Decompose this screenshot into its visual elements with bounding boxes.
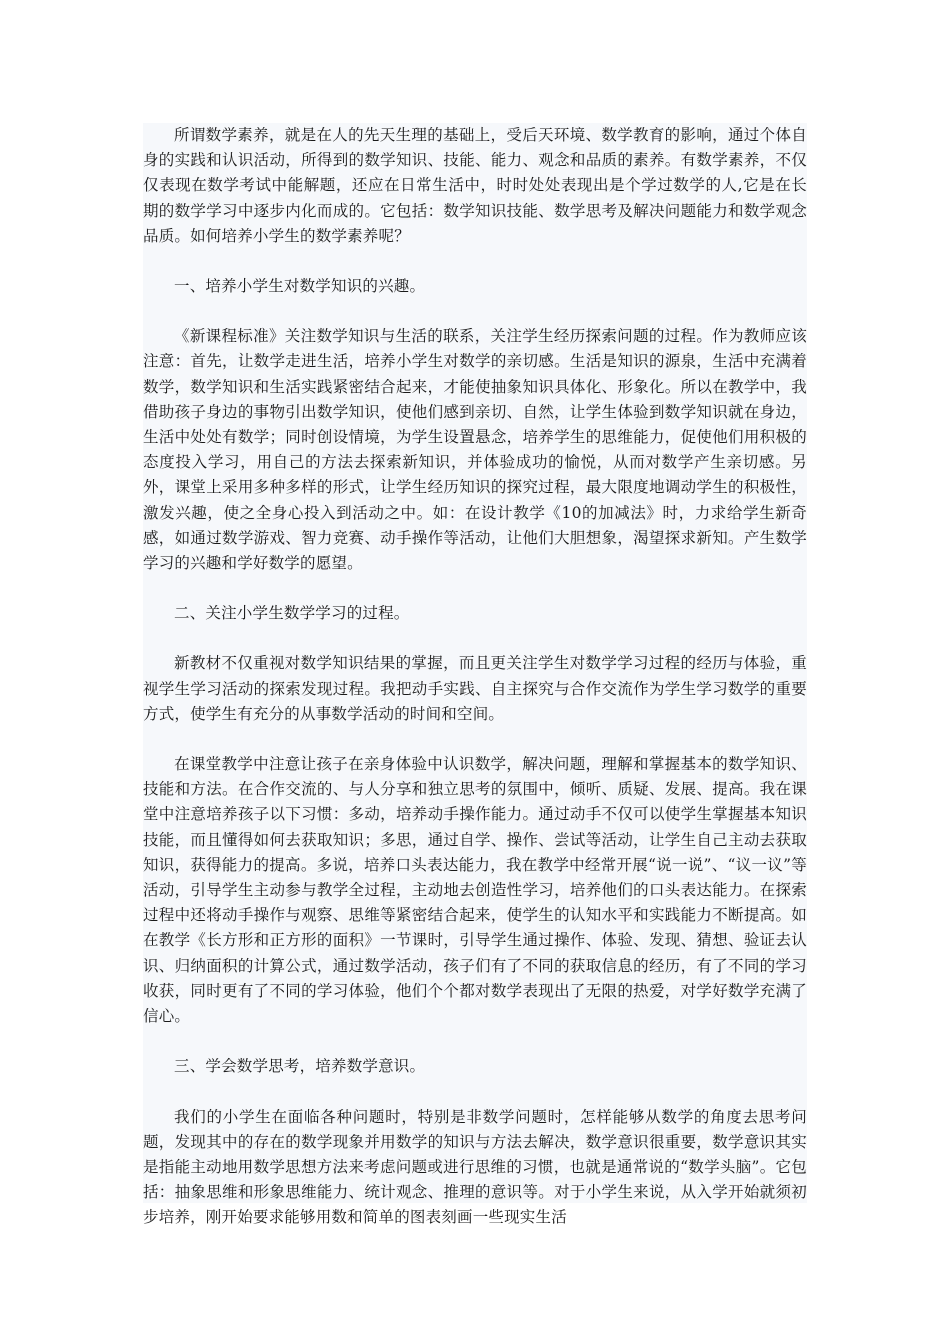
section-heading-2: 二、关注小学生数学学习的过程。 (174, 604, 410, 623)
section-heading-1: 一、培养小学生对数学知识的兴趣。 (174, 277, 426, 296)
section-2-paragraph-1: 新教材不仅重视对数学知识结果的掌握，而且更关注学生对数学学习过程的经历与体验，重视学生学习活动的探索发现过程。我把动手实践、自主探究与合作交流作为学生学习数学的重要方式，使学生有充分的从事数学活动的时间和空间。 (143, 654, 807, 723)
section-1-paragraph: 《新课程标准》关注数学知识与生活的联系，关注学生经历探索问题的过程。作为教师应该注意：首先，让数学走进生活，培养小学生对数学的亲切感。生活是知识的源泉，生活中充满着数学，数学知识和生活实践紧密结合起来，才能使抽象知识具体化、形象化。所以在教学中，我借助孩子身边的事物引出数学知识，使他们感到亲切、自然，让学生体验到数学知识就在身边，生活中处处有数学；同时创设情境，为学生设置悬念，培养学生的思维能力，促使他们用积极的态度投入学习，用自己的方法去探索新知识，并体验成功的愉悦，从而对数学产生亲切感。另外，课堂上采用多种多样的形式，让学生经历知识的探究过程，最大限度地调动学生的积极性，激发兴趣，使之全身心投入到活动之中。如：在设计教学《10的加减法》时，力求给学生新奇感，如通过数学游戏、智力竞赛、动手操作等活动，让他们大胆想象，渴望探求新知。产生数学学习的兴趣和学好数学的愿望。 (143, 327, 807, 573)
section-2-paragraph-2: 在课堂教学中注意让孩子在亲身体验中认识数学，解决问题，理解和掌握基本的数学知识、技能和方法。在合作交流的、与人分享和独立思考的氛围中，倾听、质疑、发展、提高。我在课堂中注意培养孩子以下习惯：多动，培养动手操作能力。通过动手不仅可以使学生掌握基本知识技能，而且懂得如何去获取知识；多思，通过自学、操作、尝试等活动，让学生自己主动去获取知识，获得能力的提高。多说，培养口头表达能力，我在教学中经常开展“说一说”、“议一议”等活动，引导学生主动参与教学全过程，主动地去创造性学习，培养他们的口头表达能力。在探索过程中还将动手操作与观察、思维等紧密结合起来，使学生的认知水平和实践能力不断提高。如在教学《长方形和正方形的面积》一节课时，引导学生通过操作、体验、发现、猜想、验证去认识、归纳面积的计算公式，通过数学活动，孩子们有了不同的获取信息的经历，有了不同的学习收获，同时更有了不同的学习体验，他们个个都对数学表现出了无限的热爱，对学好数学充满了信心。 (143, 755, 807, 1026)
section-heading-3: 三、学会数学思考，培养数学意识。 (174, 1057, 426, 1076)
section-3-paragraph: 我们的小学生在面临各种问题时，特别是非数学问题时，怎样能够从数学的角度去思考问题，发现其中的存在的数学现象并用数学的知识与方法去解决，数学意识很重要，数学意识其实是指能主动地用数学思想方法来考虑问题或进行思维的习惯，也就是通常说的“数学头脑”。它包括：抽象思维和形象思维能力、统计观念、推理的意识等。对于小学生来说，从入学开始就须初步培养，刚开始要求能够用数和简单的图表刻画一些现实生活 (143, 1107, 807, 1227)
article-body (143, 123, 807, 1227)
intro-paragraph: 所谓数学素养，就是在人的先天生理的基础上，受后天环境、数学教育的影响，通过个体自身的实践和认识活动，所得到的数学知识、技能、能力、观念和品质的素养。有数学素养，不仅仅表现在数学考试中能解题，还应在日常生活中，时时处处表现出是个学过数学的人,它是在长期的数学学习中逐步内化而成的。它包括：数学知识技能、数学思考及解决问题能力和数学观念品质。如何培养小学生的数学素养呢？ (143, 126, 807, 245)
